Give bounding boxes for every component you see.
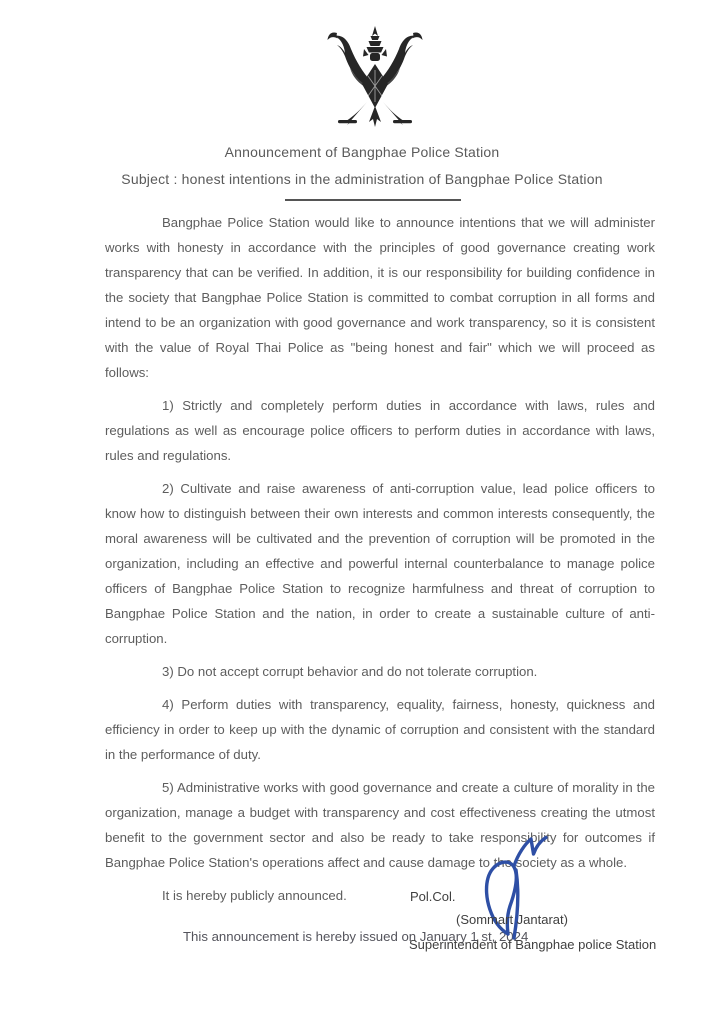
signatory-name: (Sommart Jantarat) (456, 912, 568, 927)
item-3-paragraph: 3) Do not accept corrupt behavior and do not tolerate corruption. (162, 664, 538, 679)
item-1-paragraph: 1) Strictly and completely perform duties in accordance with laws, rules and regulations as well as encourage police officers to perform duties in accordance with laws, rules and regulations. (105, 398, 655, 463)
signatory-rank: Pol.Col. (410, 889, 456, 904)
issue-date-line: This announcement is hereby issued on January 1 st, 2024 (183, 929, 529, 944)
closing-line: It is hereby publicly announced. (162, 888, 347, 903)
item-4-paragraph: 4) Perform duties with transparency, equality, fairness, honesty, quickness and efficiency in order to keep up with the dynamic of corruption and consistent with the standard in the performance of duty. (105, 697, 655, 762)
garuda-emblem-icon (327, 26, 423, 130)
document-title: Announcement of Bangphae Police Station (224, 144, 500, 160)
document-body (105, 210, 655, 957)
intro-paragraph: Bangphae Police Station would like to announce intentions that we will administer works with honesty in accordance with the principles of good governance creating work transparency that can be verified. In addition, it is our responsibility for building confidence in the society that Bangphae Police Station is committed to combat corruption in all forms and intend to be an organization with good governance and work transparency, so it is consistent with the value of Royal Thai Police as "being honest and fair" which we will proceed as follows: (105, 215, 655, 380)
document-subject: Subject : honest intentions in the administration of Bangphae Police Station (121, 171, 603, 187)
title-divider (285, 199, 461, 201)
item-5-paragraph: 5) Administrative works with good governance and create a culture of morality in the organization, manage a budget with transparency and cost effectiveness creating the utmost benefit to the government sector and also be ready to take responsibility for outcomes if Bangphae Police Station's operations affect and cause damage to the society as a whole. (105, 780, 655, 870)
item-2-paragraph: 2) Cultivate and raise awareness of anti-corruption value, lead police officers to know how to distinguish between their own interests and common interests consequently, the moral awareness will be cultivated and the prevention of corruption will be promoted in the organization, including an effective and powerful internal counterbalance to manage police officers of Bangphae Police Station to recognize harmfulness and threat of corruption to Bangphae Police Station and the nation, in order to create a sustainable culture of anti- corruption. (105, 481, 655, 646)
signatory-position: Superintendent of Bangphae police Station (409, 937, 657, 952)
